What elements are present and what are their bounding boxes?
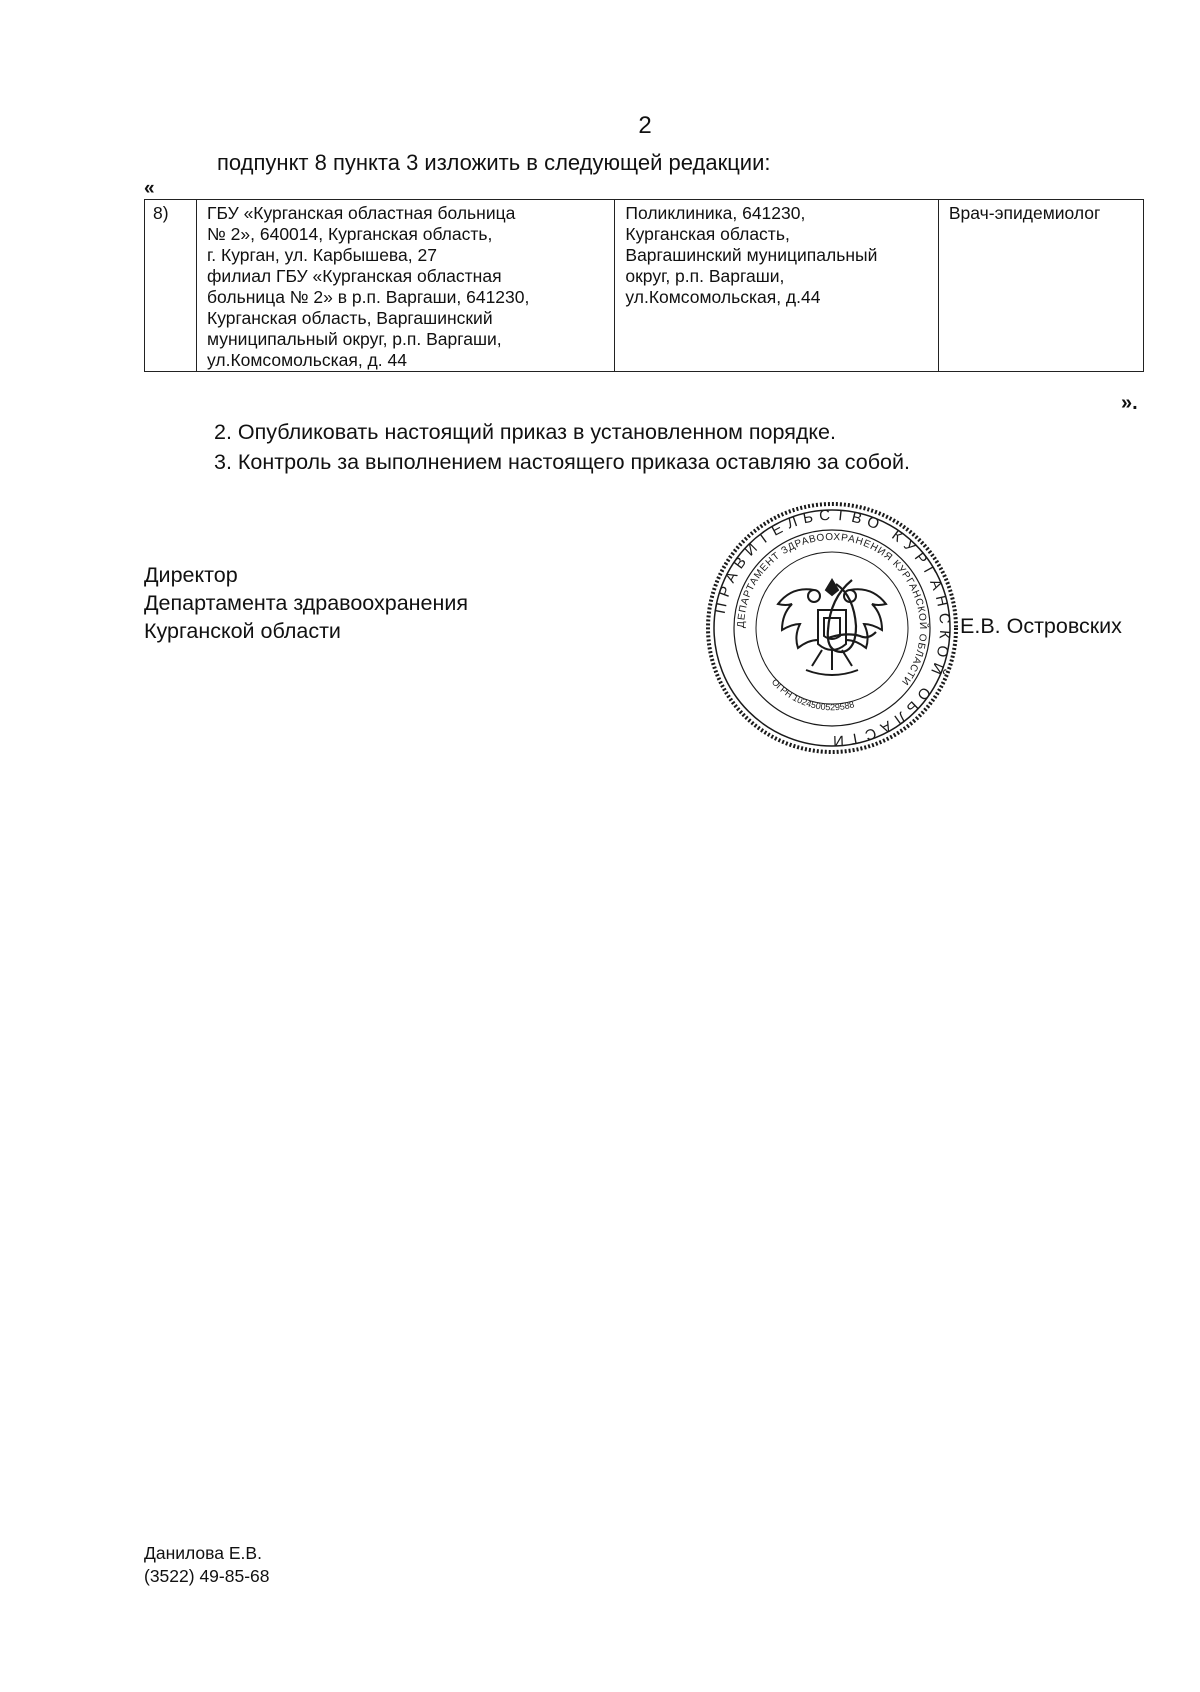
institution-line: муниципальный округ, р.п. Варгаши, xyxy=(207,329,502,349)
signatory-name: Е.В. Островских xyxy=(960,614,1122,638)
executor-phone: (3522) 49-85-68 xyxy=(144,1566,270,1586)
institution-line: больница № 2» в р.п. Варгаши, 641230, xyxy=(207,287,530,307)
location-line: Курганская область, xyxy=(625,224,790,244)
institution-line: Курганская область, Варгашинский xyxy=(207,308,493,328)
page-number: 2 xyxy=(638,112,652,139)
seal-outer-text: ПРАВИТЕЛЬСТВО КУРГАНСКОЙ ОБЛАСТИ xyxy=(711,506,954,750)
signatory-title xyxy=(144,561,468,645)
institution-line: филиал ГБУ «Курганская областная xyxy=(207,266,502,286)
closing-quote: ». xyxy=(1121,392,1138,414)
institution-cell xyxy=(197,200,615,372)
official-seal xyxy=(702,498,962,758)
order-item-3: 3. Контроль за выполнением настоящего приказа оставляю за собой. xyxy=(214,450,910,474)
location-cell xyxy=(615,200,938,372)
institution-line: г. Курган, ул. Карбышева, 27 xyxy=(207,245,437,265)
location-line: округ, р.п. Варгаши, xyxy=(625,266,785,286)
seal-inner-text: ДЕПАРТАМЕНТ ЗДРАВООХРАНЕНИЯ КУРГАНСКОЙ ОБЛАСТИ xyxy=(735,531,929,688)
table-row xyxy=(145,200,1144,372)
location-line: Варгашинский муниципальный xyxy=(625,245,878,265)
executor-name: Данилова Е.В. xyxy=(144,1543,262,1563)
signatory-title-line: Директор xyxy=(144,563,238,587)
institution-line: ГБУ «Курганская областная больница xyxy=(207,203,516,223)
position-cell: Врач-эпидемиолог xyxy=(938,200,1143,372)
institution-line: ул.Комсомольская, д. 44 xyxy=(207,350,407,370)
signatory-title-line: Курганской области xyxy=(144,619,341,643)
institution-line: № 2», 640014, Курганская область, xyxy=(207,224,493,244)
row-number: 8) xyxy=(145,200,197,372)
location-line: ул.Комсомольская, д.44 xyxy=(625,287,821,307)
opening-quote: « xyxy=(144,178,155,199)
seal-ogrn-text: ОГРН 1024500529588 xyxy=(769,676,856,713)
executor-info xyxy=(144,1542,270,1588)
amendment-table xyxy=(144,199,1144,372)
double-headed-eagle-icon xyxy=(778,580,886,675)
amendment-intro: подпункт 8 пункта 3 изложить в следующей редакции: xyxy=(217,150,771,175)
signatory-title-line: Департамента здравоохранения xyxy=(144,591,469,615)
location-line: Поликлиника, 641230, xyxy=(625,203,806,223)
order-item-2: 2. Опубликовать настоящий приказ в установленном порядке. xyxy=(214,420,836,444)
